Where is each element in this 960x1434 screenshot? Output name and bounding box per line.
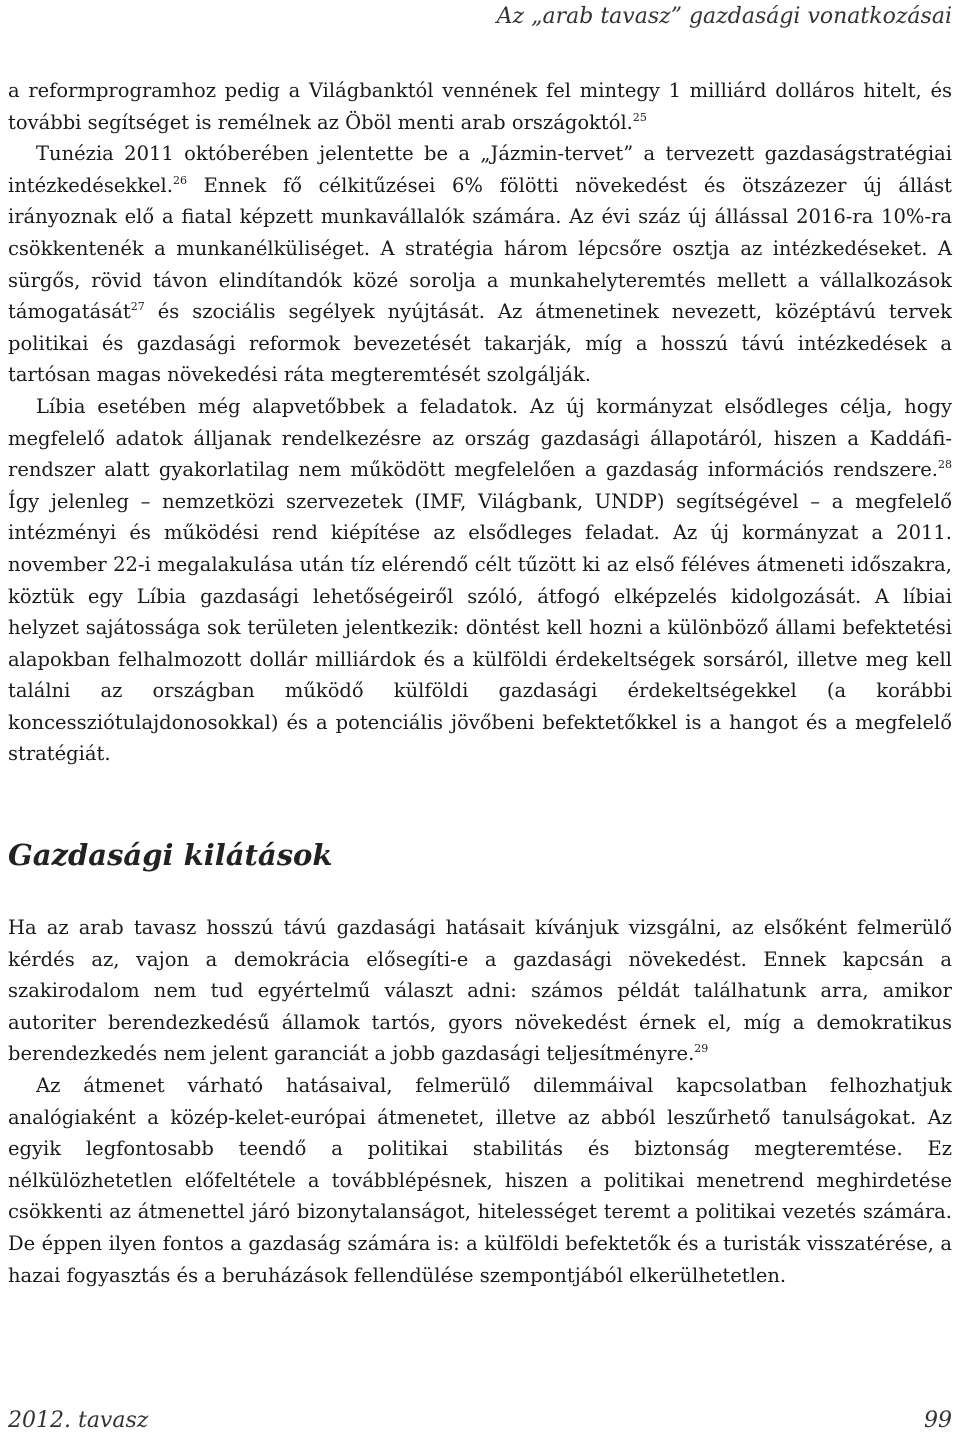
section-heading: Gazdasági kilátások <box>8 838 333 872</box>
paragraph-text: Ennek fő célkitűzései 6% fölötti növekedést és ötszázezer új állást irányoznak elő a fiatal képzett munkavállalók számára. Az évi száz új állással 2016-ra 10%-ra csökkentenék a munkanélküliséget. A stratégia három lépcsőre osztja az intézkedéseket. A sürgős, rövid távon elindítandók közé sorolja a munkahelyteremtés mellett a vállalkozások támogatását <box>8 173 952 324</box>
paragraph <box>8 391 952 770</box>
paragraph <box>8 138 952 391</box>
body-text-block-2 <box>8 912 952 1291</box>
footnote-ref[interactable]: 29 <box>694 1042 709 1056</box>
paragraph-text: a reformprogramhoz pedig a Világbanktól vennének fel mintegy 1 milliárd dolláros hitelt, és további segítséget is remélnek az Öböl menti arab országoktól. <box>8 79 952 134</box>
paragraph <box>8 912 952 1070</box>
running-header: Az „arab tavasz” gazdasági vonatkozásai <box>496 4 952 29</box>
paragraph <box>8 1070 952 1291</box>
paragraph-text: Az átmenet várható hatásaival, felmerülő dilemmáival kapcsolatban felhozhatjuk analógiaként a közép-kelet-európai átmenetet, illetve az abból leszűrhető tanulságokat. Az egyik legfontosabb teendő a politikai stabilitás és biztonság megteremtése. Ez nélkülözhetetlen előfeltétele a továbblépésnek, hiszen a politikai menetrend meghirdetése csökkenti az átmenettel járó bizonytalanságot, hitelességet teremt a politikai vezetés számára. De éppen ilyen fontos a gazdaság számára is: a külföldi befektetők és a turisták visszatérése, a hazai fogyasztás és a beruházások fellendülése szempontjából elkerülhetetlen. <box>8 1073 952 1287</box>
body-text-block-1 <box>8 75 952 770</box>
footnote-ref[interactable]: 25 <box>632 110 647 124</box>
paragraph-text: Így jelenleg – nemzetközi szervezetek (IMF, Világbank, UNDP) segítségével – a megfelelő intézményi és működési rend kiépítése az elsődleges feladat. Az új kormányzat a 2011. november 22-i megalakulása után tíz elérendő célt tűzött ki az első féléves átmeneti időszakra, köztük egy Líbia gazdasági lehetőségeiről szóló, átfogó elképzelés kidolgozását. A líbiai helyzet sajátossága sok területen jelentkezik: döntést kell hozni a különböző állami befektetési alapokban felhalmozott dollár milliárdok és a külföldi érdekeltségek sorsáról, illetve meg kell találni az országban működő külföldi gazdasági érdekeltségekkel (a korábbi koncessziótulajdonosokkal) és a potenciális jövőbeni befektetőkkel is a hangot és a megfelelő stratégiát. <box>8 489 952 766</box>
footnote-ref[interactable]: 28 <box>938 458 952 472</box>
footnote-ref[interactable]: 26 <box>172 173 187 187</box>
footer-issue: 2012. tavasz <box>8 1408 149 1433</box>
paragraph-text: Líbia esetében még alapvetőbbek a feladatok. Az új kormányzat elsődleges célja, hogy megfelelő adatok álljanak rendelkezésre az ország gazdasági állapotáról, hiszen a Kaddáfi-rendszer alatt gyakorlatilag nem működött megfelelően a gazdaság információs rendszere. <box>8 394 952 482</box>
footnote-ref[interactable]: 27 <box>130 300 145 314</box>
paragraph-text: Tunézia 2011 októberében jelentette be a „Jázmin-tervet” a tervezett gazdaságstratégiai intézkedésekkel. <box>8 142 952 197</box>
page-number: 99 <box>924 1408 952 1433</box>
paragraph-text: Ha az arab tavasz hosszú távú gazdasági hatásait kívánjuk vizsgálni, az elsőként felmerülő kérdés az, vajon a demokrácia elősegíti-e a gazdasági növekedést. Ennek kapcsán a szakirodalom nem tud egyértelmű választ adni: számos példát találhatunk arra, amikor autoriter berendezkedésű államok tartós, gyors növekedést érnek el, míg a demokratikus berendezkedés nem jelent garanciát a jobb gazdasági teljesítményre. <box>8 916 952 1066</box>
paragraph-text: és szociális segélyek nyújtását. Az átmenetinek nevezett, középtávú tervek politikai és gazdasági reformok bevezetését takarják, míg a hosszú távú intézkedések a tartósan magas növekedési ráta megteremtését szolgálják. <box>8 300 952 387</box>
paragraph <box>8 75 952 138</box>
